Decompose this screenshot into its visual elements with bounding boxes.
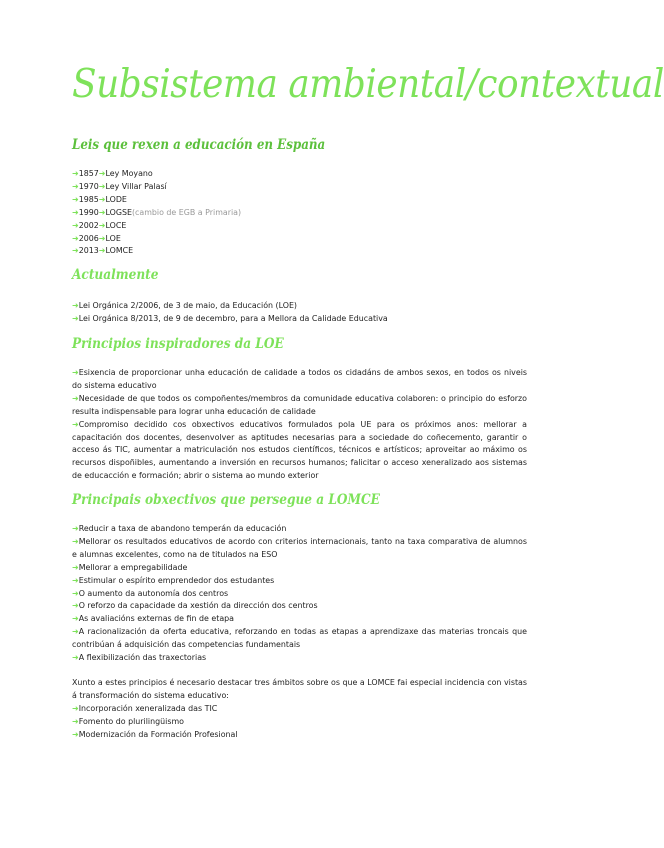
arrow-right-icon: ➜: [72, 220, 79, 230]
arrow-right-icon: ➜: [98, 207, 106, 217]
arrow-right-icon: ➜: [72, 169, 79, 178]
law-note: (cambio de EGB a Primaria): [131, 207, 242, 217]
law-item: ➜1857➜Ley Moyano: [72, 169, 153, 178]
arrow-right-icon: ➜: [72, 614, 79, 624]
arrow-right-icon: ➜: [72, 419, 79, 429]
arrow-right-icon: ➜: [98, 233, 106, 243]
list-item: ➜O aumento da autonomía dos centros: [72, 588, 229, 598]
arrow-right-icon: ➜: [72, 301, 79, 310]
list-item: ➜A flexibilización das traxectorias: [72, 653, 207, 663]
arrow-right-icon: ➜: [98, 246, 106, 256]
heading-laws: Leis que rexen a educación en España: [72, 137, 326, 153]
list-item: ➜Necesidade de que todos os compoñentes/membros da comunidade educativa colaboren: o principio do esforzo resulta indispensable para lograr unha educación de calidade: [72, 393, 527, 416]
arrow-right-icon: ➜: [72, 703, 79, 713]
list-item: ➜Reducir a taxa de abandono temperán da educación: [72, 524, 287, 533]
list-item: ➜Compromiso decidido cos obxectivos educativos formulados pola UE para os próximos anos: mellorar a capacitación dos docentes, desenvolver as aptitudes necesarias para a sociedade do coñecemento, garantir o acceso ás TIC, aumentar a matriculación nos estudos científicos, técnicos e artísticos; aproveitar ao máximo os recursos dispoñibles, aumentando a inversión en recursos humanos; falicitar o acceso xeneralizado aos sistemas de educacción e formación; abrir o sistema ao mundo exterior: [72, 419, 527, 481]
arrow-right-icon: ➜: [72, 233, 79, 243]
heading-objectives: Principais obxectivos que persegue a LOMCE: [72, 492, 380, 508]
arrow-right-icon: ➜: [72, 393, 79, 403]
list-item: ➜Modernización da Formación Profesional: [72, 729, 238, 739]
closing-block: [72, 677, 527, 742]
arrow-right-icon: ➜: [72, 194, 79, 204]
page-title: Subsistema ambiental/contextual: [72, 62, 664, 107]
current-list: [72, 300, 527, 326]
list-item: ➜A racionalización da oferta educativa, reforzando en todas as etapas a aprendizaxe das materias troncais que contribúan á adquisición das competencias fundamentais: [72, 627, 527, 650]
arrow-right-icon: ➜: [72, 181, 79, 191]
heading-current: Actualmente: [72, 267, 159, 283]
arrow-right-icon: ➜: [72, 601, 79, 611]
law-item: ➜1985➜LODE: [72, 194, 127, 204]
arrow-right-icon: ➜: [72, 627, 79, 637]
list-item: ➜O reforzo da capacidade da xestión da dirección dos centros: [72, 601, 318, 611]
laws-list: [72, 168, 527, 258]
law-item: ➜2002➜LOCE: [72, 220, 127, 230]
arrow-right-icon: ➜: [72, 246, 79, 256]
arrow-right-icon: ➜: [72, 729, 79, 739]
list-item: ➜As avaliacións externas de fin de etapa: [72, 614, 235, 624]
law-item: ➜1990➜LOGSE(cambio de EGB a Primaria): [72, 207, 242, 217]
arrow-right-icon: ➜: [98, 181, 106, 191]
arrow-right-icon: ➜: [98, 169, 106, 178]
law-item: ➜1970➜Ley Villar Palasí: [72, 181, 167, 191]
list-item: ➜Fomento do plurilingüismo: [72, 716, 184, 726]
closing-paragraph: Xunto a estes principios é necesario destacar tres ámbitos sobre os que a LOMCE fai especial incidencia con vistas á transformación do sistema educativo:: [72, 678, 527, 700]
list-item: ➜Mellorar os resultados educativos de acordo con criterios internacionais, tanto na taxa comparativa de alumnos e alumnas excelentes, como na de titulados na ESO: [72, 536, 527, 559]
arrow-right-icon: ➜: [72, 207, 79, 217]
list-item: ➜Esixencia de proporcionar unha educación de calidade a todos os cidadáns de ambos sexos, en todos os niveis do sistema educativo: [72, 368, 527, 390]
arrow-right-icon: ➜: [72, 536, 79, 546]
heading-principles: Principios inspiradores da LOE: [72, 336, 284, 352]
arrow-right-icon: ➜: [72, 716, 79, 726]
list-item: ➜Mellorar a empregabilidade: [72, 562, 188, 572]
arrow-right-icon: ➜: [98, 194, 106, 204]
list-item: ➜Lei Orgánica 8/2013, de 9 de decembro, para a Mellora da Calidade Educativa: [72, 313, 388, 323]
arrow-right-icon: ➜: [72, 653, 79, 663]
arrow-right-icon: ➜: [72, 575, 79, 585]
objectives-list: [72, 523, 527, 665]
arrow-right-icon: ➜: [72, 313, 79, 323]
list-item: ➜Lei Orgánica 2/2006, de 3 de maio, da Educación (LOE): [72, 301, 298, 310]
law-item: ➜2006➜LOE: [72, 233, 121, 243]
principles-list: [72, 367, 527, 483]
arrow-right-icon: ➜: [72, 562, 79, 572]
arrow-right-icon: ➜: [72, 524, 79, 533]
list-item: ➜Estimular o espírito emprendedor dos estudantes: [72, 575, 275, 585]
list-item: ➜Incorporación xeneralizada das TIC: [72, 703, 218, 713]
arrow-right-icon: ➜: [72, 368, 79, 377]
law-item: ➜2013➜LOMCE: [72, 246, 134, 256]
arrow-right-icon: ➜: [98, 220, 106, 230]
arrow-right-icon: ➜: [72, 588, 79, 598]
